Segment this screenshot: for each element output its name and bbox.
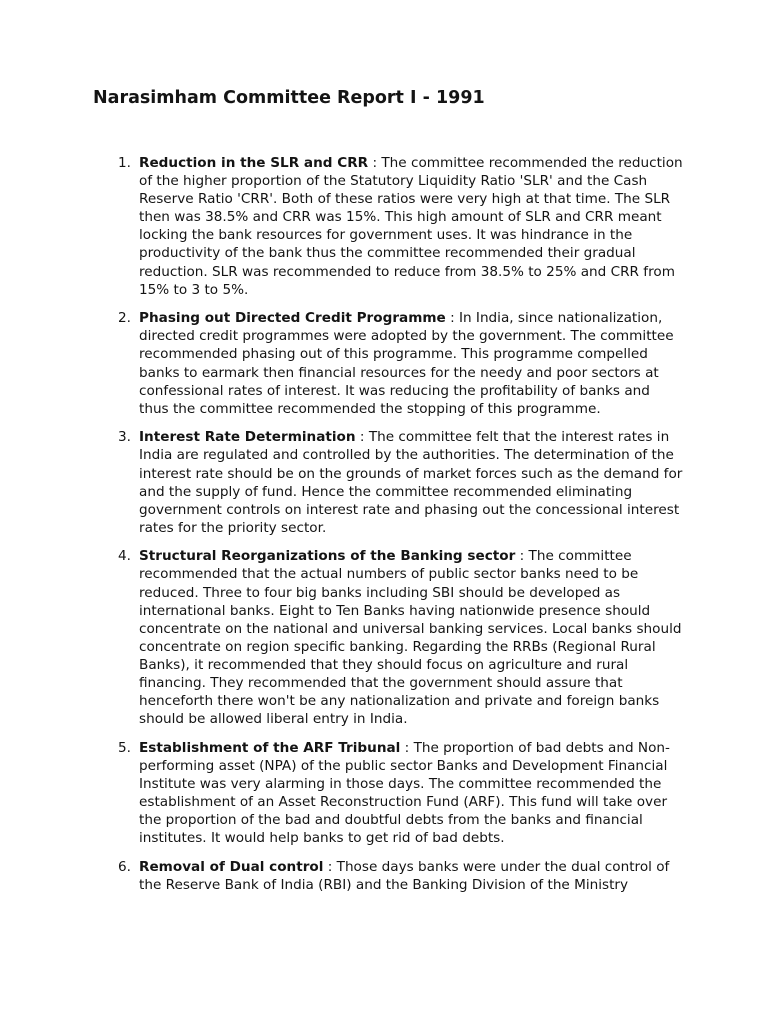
item-body: In India, since nationalization, directed credit programmes were adopted by the government. The committee recommended phasing out of this programme. This programme compelled banks to earmark then financial resources for the needy and poor sectors at confessional rates of interest. It was reducing the profitability of banks and thus the committee recommended the stopping of this programme. [139,310,674,417]
item-number: 1. [118,155,131,171]
list-item [93,428,683,537]
document-title: Narasimham Committee Report I - 1991 [93,88,485,108]
item-body: The committee felt that the interest rates in India are regulated and controlled by the authorities. The determination of the interest rate should be on the grounds of market forces such as the demand for and the supply of fund. Hence the committee recommended eliminating government controls on interest rate and phasing out the concessional interest rates for the priority sector. [139,429,683,536]
item-separator: : [515,548,529,565]
item-body: The committee recommended that the actual numbers of public sector banks need to be reduced. Three to four big banks including SBI should be developed as international banks. Eight to Ten Banks having nationwide presence should concentrate on the national and universal banking services. Local banks should concentrate on region specific banking. Regarding the RRBs (Regional Rural Banks), it recommended that they should focus on agriculture and rural financing. They recommended that the government should assure that henceforth there won't be any nationalization and private and foreign banks should be allowed liberal entry in India. [139,548,682,728]
item-number: 2. [118,310,131,327]
item-separator: : [355,429,369,446]
item-heading: Establishment of the ARF Tribunal [139,739,401,756]
item-number: 6. [118,858,131,875]
item-separator: : [368,155,382,171]
item-separator: : [445,310,459,327]
recommendations-list [93,154,683,905]
item-body: The proportion of bad debts and Non-performing asset (NPA) of the public sector Banks and Development Financial Institute was very alarming in those days. The committee recommended the establishment of an Asset Reconstruction Fund (ARF). This fund will take over the proportion of the bad and doubtful debts from the banks and financial institutes. It would help banks to get rid of bad debts. [139,739,670,847]
list-item [93,154,683,299]
item-number: 4. [118,548,131,565]
item-number: 3. [118,429,131,446]
list-item [93,858,683,894]
item-heading: Phasing out Directed Credit Programme [139,310,446,327]
list-item [93,547,683,728]
item-body: The committee recommended the reduction of the higher proportion of the Statutory Liquidity Ratio 'SLR' and the Cash Reserve Ratio 'CRR'. Both of these ratios were very high at that time. The SLR then was 38.5% and CRR was 15%. This high amount of SLR and CRR meant locking the bank resources for government uses. It was hindrance in the productivity of the bank thus the committee recommended their gradual reduction. SLR was recommended to reduce from 38.5% to 25% and CRR from 15% to 3 to 5%. [139,155,683,298]
item-body: Those days banks were under the dual control of the Reserve Bank of India (RBI) and the Banking Division of the Ministry [139,858,670,893]
item-heading: Interest Rate Determination [139,429,356,446]
list-item [93,739,683,848]
list-item [93,309,683,418]
item-separator: : [323,858,337,875]
item-separator: : [400,739,414,756]
item-number: 5. [118,739,131,756]
item-heading: Reduction in the SLR and CRR [139,155,369,171]
item-heading: Removal of Dual control [139,858,324,875]
item-heading: Structural Reorganizations of the Banking sector [139,548,516,565]
